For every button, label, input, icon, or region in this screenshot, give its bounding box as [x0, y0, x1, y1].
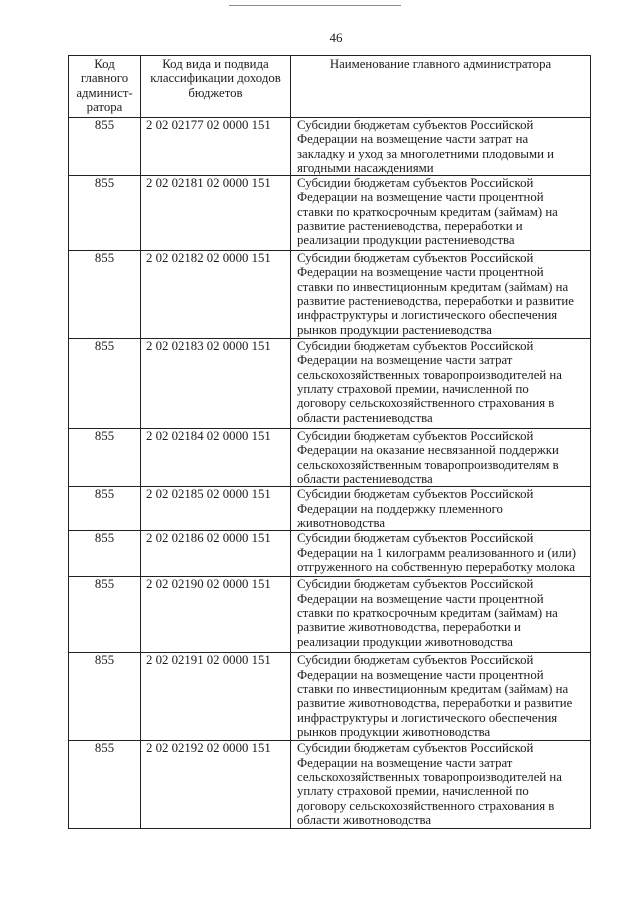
table-header-row: [69, 56, 591, 118]
admin-name-cell: Субсидии бюджетам субъектов Российской Федерации на поддержку племенного животноводства: [291, 487, 591, 531]
admin-name-cell: Субсидии бюджетам субъектов Российской Федерации на оказание несвязанной поддержки сельскохозяйственным товаропроизводителям в области растениеводства: [291, 429, 591, 487]
admin-code-cell: 855: [69, 531, 141, 577]
admin-name-cell: Субсидии бюджетам субъектов Российской Федерации на возмещение части затрат сельскохозяйственных товаропроизводителей на уплату страховой премии, начисленной по договору сельскохозяйственного страхования в области растениеводства: [291, 339, 591, 429]
admin-name-cell: Субсидии бюджетам субъектов Российской Федерации на 1 килограмм реализованного и (или) отгруженного на собственную переработку молока: [291, 531, 591, 577]
revenue-administrators-table: [68, 55, 591, 829]
table-row: [69, 251, 591, 339]
revenue-code-cell: 2 02 02177 02 0000 151: [141, 118, 291, 176]
header-revenue-code: Код вида и подвида классификации доходов бюджетов: [141, 56, 291, 118]
admin-code-cell: 855: [69, 176, 141, 251]
revenue-code-cell: 2 02 02191 02 0000 151: [141, 653, 291, 741]
admin-name-cell: Субсидии бюджетам субъектов Российской Федерации на возмещение части процентной ставки по инвестиционным кредитам (займам) на развитие животноводства, переработки и развитие инфраструктуры и логистического обеспечения рынков продукции животноводства: [291, 653, 591, 741]
revenue-code-cell: 2 02 02190 02 0000 151: [141, 577, 291, 653]
admin-name-cell: Субсидии бюджетам субъектов Российской Федерации на возмещение части затрат сельскохозяйственных товаропроизводителей на уплату страховой премии, начисленной по договору сельскохозяйственного страхования в области животноводства: [291, 741, 591, 829]
table-row: [69, 339, 591, 429]
revenue-code-cell: 2 02 02184 02 0000 151: [141, 429, 291, 487]
table-row: [69, 531, 591, 577]
admin-name-cell: Субсидии бюджетам субъектов Российской Федерации на возмещение части процентной ставки по краткосрочным кредитам (займам) на развитие животноводства, переработки и реализации продукции животноводства: [291, 577, 591, 653]
revenue-code-cell: 2 02 02181 02 0000 151: [141, 176, 291, 251]
table-row: [69, 577, 591, 653]
page-number: 46: [329, 30, 343, 45]
admin-code-cell: 855: [69, 251, 141, 339]
admin-name-cell: Субсидии бюджетам субъектов Российской Федерации на возмещение части процентной ставки по инвестиционным кредитам (займам) на развитие растениеводства, переработки и развитие инфраструктуры и логистического обеспечения рынков продукции растениеводства: [291, 251, 591, 339]
admin-code-cell: 855: [69, 339, 141, 429]
admin-code-cell: 855: [69, 429, 141, 487]
admin-code-cell: 855: [69, 653, 141, 741]
admin-name-cell: Субсидии бюджетам субъектов Российской Федерации на возмещение части процентной ставки по краткосрочным кредитам (займам) на развитие растениеводства, переработки и реализации продукции растениеводства: [291, 176, 591, 251]
revenue-code-cell: 2 02 02183 02 0000 151: [141, 339, 291, 429]
admin-code-cell: 855: [69, 487, 141, 531]
header-admin-name: Наименование главного администратора: [291, 56, 591, 118]
admin-code-cell: 855: [69, 577, 141, 653]
revenue-code-cell: 2 02 02186 02 0000 151: [141, 531, 291, 577]
admin-name-cell: Субсидии бюджетам субъектов Российской Федерации на возмещение части затрат на закладку и уход за многолетними плодовыми и ягодными насаждениями: [291, 118, 591, 176]
table-row: [69, 741, 591, 829]
table-row: [69, 487, 591, 531]
table-row: [69, 429, 591, 487]
table-row: [69, 118, 591, 176]
revenue-code-cell: 2 02 02182 02 0000 151: [141, 251, 291, 339]
revenue-code-cell: 2 02 02185 02 0000 151: [141, 487, 291, 531]
admin-code-cell: 855: [69, 741, 141, 829]
scan-edge-line: [229, 5, 401, 6]
header-admin-code: Код главного админист- ратора: [69, 56, 141, 118]
admin-code-cell: 855: [69, 118, 141, 176]
table-row: [69, 176, 591, 251]
table-row: [69, 653, 591, 741]
revenue-code-cell: 2 02 02192 02 0000 151: [141, 741, 291, 829]
